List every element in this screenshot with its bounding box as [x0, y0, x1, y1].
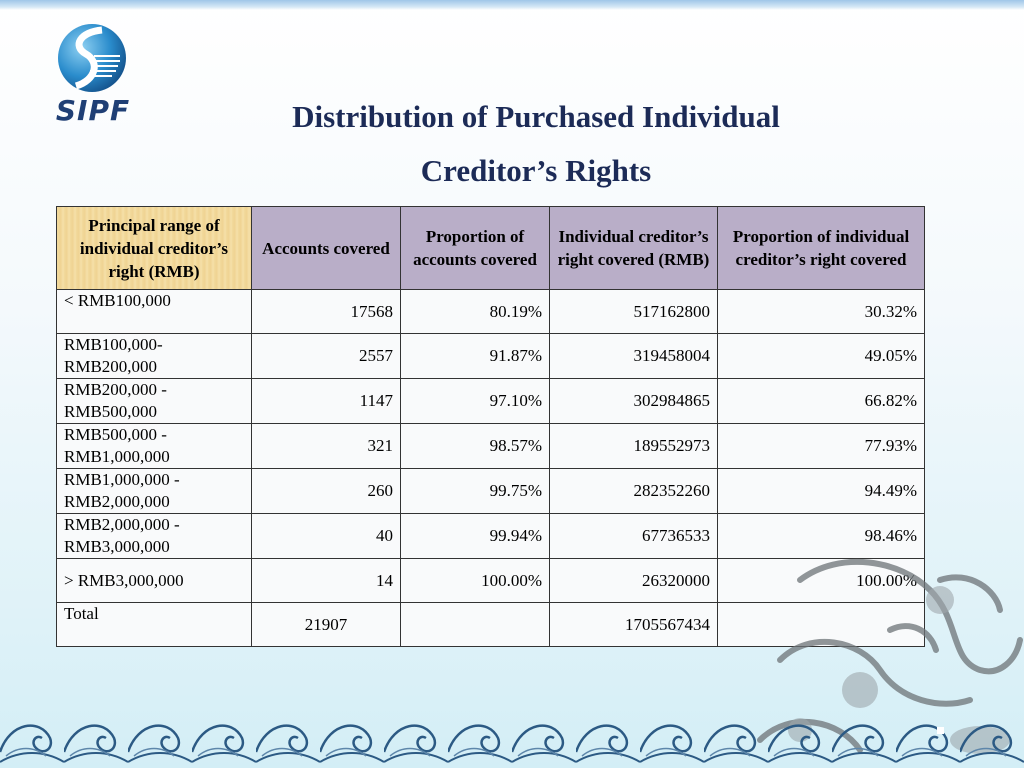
- slide-title: [180, 90, 892, 198]
- title-line-1: Distribution of Purchased Individual: [292, 99, 780, 134]
- top-accent-bar: [0, 0, 1024, 10]
- table-row: [57, 379, 925, 424]
- cell-accounts-proportion: 100.00%: [401, 559, 550, 603]
- cell-total-right: 1705567434: [550, 603, 718, 647]
- cell-right-covered: 26320000: [550, 559, 718, 603]
- cell-range: < RMB100,000: [57, 290, 252, 334]
- cell-total-label: Total: [57, 603, 252, 647]
- cell-range: RMB200,000 - RMB500,000: [57, 379, 252, 424]
- cell-right-covered: 302984865: [550, 379, 718, 424]
- header-individual-right: Individual creditor’s right covered (RMB): [550, 207, 718, 290]
- cell-accounts: 40: [252, 514, 401, 559]
- table-row: [57, 424, 925, 469]
- cell-accounts-proportion: 99.75%: [401, 469, 550, 514]
- title-line-2: Creditor’s Rights: [420, 153, 652, 188]
- cell-right-covered: 67736533: [550, 514, 718, 559]
- header-accounts-covered: Accounts covered: [252, 207, 401, 290]
- cell-right-covered: 189552973: [550, 424, 718, 469]
- logo-emblem-icon: [50, 22, 136, 96]
- cell-accounts-proportion: 98.57%: [401, 424, 550, 469]
- cell-right-proportion: 66.82%: [718, 379, 925, 424]
- cell-right-proportion: 98.46%: [718, 514, 925, 559]
- wave-border-decoration: [0, 712, 1024, 768]
- sipf-logo: [50, 22, 136, 126]
- cell-accounts: 260: [252, 469, 401, 514]
- logo-wordmark: SIPF: [55, 94, 131, 127]
- cell-right-covered: 517162800: [550, 290, 718, 334]
- table-row: [57, 469, 925, 514]
- cell-accounts-proportion: 97.10%: [401, 379, 550, 424]
- cell-range: RMB500,000 - RMB1,000,000: [57, 424, 252, 469]
- cell-accounts: 17568: [252, 290, 401, 334]
- cell-range: > RMB3,000,000: [57, 559, 252, 603]
- slide-marker: [937, 727, 944, 734]
- cell-accounts: 321: [252, 424, 401, 469]
- cell-right-proportion: 100.00%: [718, 559, 925, 603]
- cell-right-covered: 282352260: [550, 469, 718, 514]
- cell-range: RMB1,000,000 - RMB2,000,000: [57, 469, 252, 514]
- cell-right-proportion: 94.49%: [718, 469, 925, 514]
- cell-accounts: 1147: [252, 379, 401, 424]
- cell-right-proportion: 49.05%: [718, 334, 925, 379]
- table-header-row: [57, 207, 925, 290]
- cell-accounts-proportion: 99.94%: [401, 514, 550, 559]
- cell-accounts-proportion: 80.19%: [401, 290, 550, 334]
- cell-range: RMB100,000-RMB200,000: [57, 334, 252, 379]
- header-proportion-accounts: Proportion of accounts covered: [401, 207, 550, 290]
- cell-total-accounts: 21907: [252, 603, 401, 647]
- cell-empty: [401, 603, 550, 647]
- header-principal-range: Principal range of individual creditor’s right (RMB): [57, 207, 252, 290]
- header-proportion-right: Proportion of individual creditor’s right covered: [718, 207, 925, 290]
- cell-right-proportion: 77.93%: [718, 424, 925, 469]
- table-row: [57, 334, 925, 379]
- cell-right-covered: 319458004: [550, 334, 718, 379]
- cell-range: RMB2,000,000 - RMB3,000,000: [57, 514, 252, 559]
- cell-accounts: 2557: [252, 334, 401, 379]
- table-row: [57, 290, 925, 334]
- cell-accounts-proportion: 91.87%: [401, 334, 550, 379]
- cell-right-proportion: 30.32%: [718, 290, 925, 334]
- cell-accounts: 14: [252, 559, 401, 603]
